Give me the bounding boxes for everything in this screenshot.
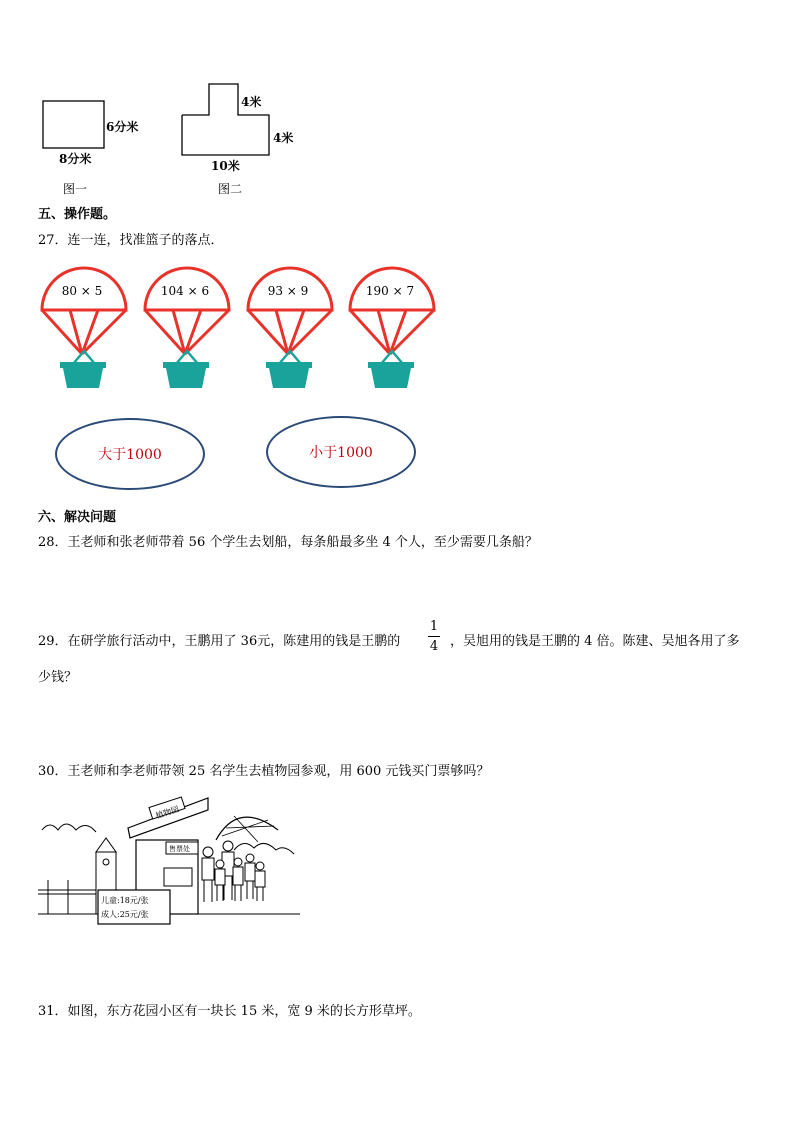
target-label: 大于1000 xyxy=(98,447,162,463)
fig2-right-label: 4米 xyxy=(273,131,294,145)
question-29-part1: 29．在研学旅行活动中，王鹏用了 36元，陈建用的钱是王鹏的 xyxy=(38,634,401,649)
sign-text: 植物园 xyxy=(154,804,181,821)
t-shape xyxy=(178,80,278,160)
section-5-title: 五、操作题。 xyxy=(38,207,117,222)
fig2-top-label: 4米 xyxy=(241,95,262,109)
target-label: 小于1000 xyxy=(309,445,373,461)
parachute-3[interactable] xyxy=(246,266,334,390)
garden-entrance-drawing xyxy=(38,790,300,940)
fig2-caption: 图二 xyxy=(218,182,243,196)
price-child-text: 儿童:18元/张 xyxy=(101,896,149,905)
parachute-3-expression: 93 × 9 xyxy=(267,284,309,298)
fig2-bottom-label: 10米 xyxy=(211,159,240,173)
question-27: 27．连一连，找准篮子的落点． xyxy=(38,233,224,248)
parachute-2[interactable] xyxy=(143,266,231,390)
question-31: 31．如图，东方花园小区有一块长 15 米，宽 9 米的长方形草坪。 xyxy=(38,1004,421,1019)
parachute-4-expression: 190 × 7 xyxy=(365,284,415,298)
parachute-2-expression: 104 × 6 xyxy=(160,284,210,298)
fig1-height-label: 6分米 xyxy=(106,120,139,134)
booth-text: 售票处 xyxy=(169,845,190,853)
question-30: 30．王老师和李老师带领 25 名学生去植物园参观，用 600 元钱买门票够吗？ xyxy=(38,764,490,779)
fig1-width-label: 8分米 xyxy=(59,152,92,166)
botanical-garden-illustration xyxy=(38,790,300,940)
fraction-denominator: 4 xyxy=(429,639,439,654)
fraction-numerator: 1 xyxy=(429,619,439,634)
question-29-part2: ，吴旭用的钱是王鹏的 4 倍。陈建、吴旭各用了多 xyxy=(450,634,740,649)
target-less-than-1000[interactable] xyxy=(266,416,416,488)
price-adult-text: 成人:25元/张 xyxy=(101,910,149,919)
parachute-1-expression: 80 × 5 xyxy=(61,284,103,298)
parachute-4[interactable] xyxy=(348,266,436,390)
target-greater-than-1000[interactable] xyxy=(55,418,205,490)
fraction-bar xyxy=(428,636,440,637)
section-6-title: 六、解决问题 xyxy=(38,510,117,525)
parachute-1[interactable] xyxy=(40,266,128,390)
question-29-part3: 少钱？ xyxy=(38,670,78,685)
fraction-one-quarter xyxy=(428,619,440,654)
question-28: 28．王老师和张老师带着 56 个学生去划船，每条船最多坐 4 个人，至少需要几条船？ xyxy=(38,535,538,550)
fig1-caption: 图一 xyxy=(63,182,88,196)
